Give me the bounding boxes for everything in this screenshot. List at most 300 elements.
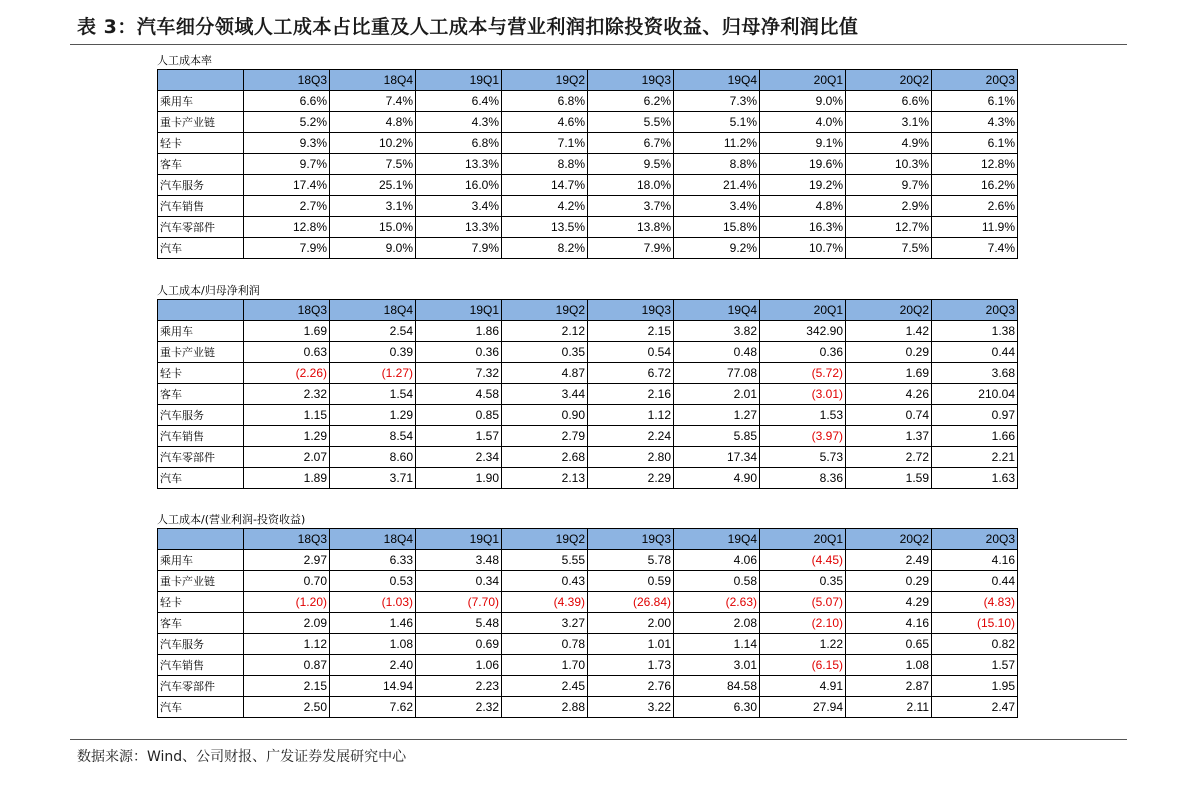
value-cell: 0.36 bbox=[760, 342, 846, 363]
value-cell: 3.4% bbox=[674, 196, 760, 217]
value-cell: 3.71 bbox=[330, 468, 416, 489]
table-row bbox=[158, 634, 1018, 655]
value-cell: 2.29 bbox=[588, 468, 674, 489]
value-cell: 2.34 bbox=[416, 447, 502, 468]
value-cell: 3.1% bbox=[846, 112, 932, 133]
value-cell: 4.91 bbox=[760, 676, 846, 697]
value-cell: 8.60 bbox=[330, 447, 416, 468]
value-cell: 7.3% bbox=[674, 91, 760, 112]
row-label: 汽车零部件 bbox=[158, 676, 244, 697]
corner-cell bbox=[158, 529, 244, 550]
value-cell: (1.20) bbox=[244, 592, 330, 613]
value-cell: 1.08 bbox=[330, 634, 416, 655]
value-cell: 1.15 bbox=[244, 405, 330, 426]
value-cell: 13.3% bbox=[416, 217, 502, 238]
value-cell: 1.59 bbox=[846, 468, 932, 489]
value-cell: 9.7% bbox=[244, 154, 330, 175]
row-label: 轻卡 bbox=[158, 592, 244, 613]
row-label: 重卡产业链 bbox=[158, 342, 244, 363]
row-label: 汽车 bbox=[158, 238, 244, 259]
table-row bbox=[158, 468, 1018, 489]
value-cell: 0.70 bbox=[244, 571, 330, 592]
value-cell: 1.42 bbox=[846, 321, 932, 342]
column-header: 19Q4 bbox=[674, 529, 760, 550]
table-row bbox=[158, 175, 1018, 196]
column-header: 20Q1 bbox=[760, 529, 846, 550]
column-header: 18Q4 bbox=[330, 70, 416, 91]
value-cell: 3.7% bbox=[588, 196, 674, 217]
value-cell: 0.63 bbox=[244, 342, 330, 363]
data-table bbox=[157, 528, 1018, 718]
column-header: 19Q2 bbox=[502, 529, 588, 550]
column-header: 19Q2 bbox=[502, 70, 588, 91]
column-header: 20Q3 bbox=[932, 529, 1018, 550]
header-row bbox=[158, 300, 1018, 321]
value-cell: 1.29 bbox=[244, 426, 330, 447]
value-cell: 2.87 bbox=[846, 676, 932, 697]
value-cell: 0.35 bbox=[760, 571, 846, 592]
value-cell: 1.37 bbox=[846, 426, 932, 447]
value-cell: 5.5% bbox=[588, 112, 674, 133]
row-label: 乘用车 bbox=[158, 321, 244, 342]
row-label: 汽车 bbox=[158, 468, 244, 489]
value-cell: 1.70 bbox=[502, 655, 588, 676]
value-cell: 15.8% bbox=[674, 217, 760, 238]
value-cell: 0.69 bbox=[416, 634, 502, 655]
value-cell: 1.46 bbox=[330, 613, 416, 634]
value-cell: 18.0% bbox=[588, 175, 674, 196]
value-cell: 7.9% bbox=[244, 238, 330, 259]
value-cell: 2.80 bbox=[588, 447, 674, 468]
value-cell: 4.8% bbox=[760, 196, 846, 217]
value-cell: 0.58 bbox=[674, 571, 760, 592]
data-table bbox=[157, 69, 1018, 259]
value-cell: 2.50 bbox=[244, 697, 330, 718]
value-cell: 0.87 bbox=[244, 655, 330, 676]
table-row bbox=[158, 613, 1018, 634]
value-cell: (2.10) bbox=[760, 613, 846, 634]
value-cell: 10.7% bbox=[760, 238, 846, 259]
value-cell: 6.4% bbox=[416, 91, 502, 112]
value-cell: 0.43 bbox=[502, 571, 588, 592]
value-cell: 0.59 bbox=[588, 571, 674, 592]
value-cell: 0.78 bbox=[502, 634, 588, 655]
table-row bbox=[158, 697, 1018, 718]
value-cell: 4.16 bbox=[846, 613, 932, 634]
value-cell: 1.08 bbox=[846, 655, 932, 676]
corner-cell bbox=[158, 300, 244, 321]
value-cell: 4.06 bbox=[674, 550, 760, 571]
value-cell: 0.54 bbox=[588, 342, 674, 363]
column-header: 18Q3 bbox=[244, 529, 330, 550]
value-cell: 14.94 bbox=[330, 676, 416, 697]
value-cell: 6.8% bbox=[502, 91, 588, 112]
value-cell: 2.45 bbox=[502, 676, 588, 697]
value-cell: 11.2% bbox=[674, 133, 760, 154]
value-cell: 2.6% bbox=[932, 196, 1018, 217]
row-label: 重卡产业链 bbox=[158, 571, 244, 592]
value-cell: 6.2% bbox=[588, 91, 674, 112]
value-cell: 4.9% bbox=[846, 133, 932, 154]
value-cell: 5.2% bbox=[244, 112, 330, 133]
value-cell: 0.36 bbox=[416, 342, 502, 363]
table-row bbox=[158, 405, 1018, 426]
value-cell: 2.49 bbox=[846, 550, 932, 571]
column-header: 19Q1 bbox=[416, 529, 502, 550]
value-cell: 4.6% bbox=[502, 112, 588, 133]
table-row bbox=[158, 655, 1018, 676]
table-row bbox=[158, 112, 1018, 133]
value-cell: 2.00 bbox=[588, 613, 674, 634]
value-cell: 2.07 bbox=[244, 447, 330, 468]
value-cell: 0.97 bbox=[932, 405, 1018, 426]
value-cell: 6.6% bbox=[846, 91, 932, 112]
value-cell: 2.54 bbox=[330, 321, 416, 342]
value-cell: (2.63) bbox=[674, 592, 760, 613]
row-label: 汽车零部件 bbox=[158, 217, 244, 238]
value-cell: 1.95 bbox=[932, 676, 1018, 697]
value-cell: 25.1% bbox=[330, 175, 416, 196]
value-cell: 6.1% bbox=[932, 133, 1018, 154]
value-cell: 0.35 bbox=[502, 342, 588, 363]
value-cell: 4.29 bbox=[846, 592, 932, 613]
value-cell: 4.90 bbox=[674, 468, 760, 489]
value-cell: 2.08 bbox=[674, 613, 760, 634]
column-header: 18Q3 bbox=[244, 300, 330, 321]
value-cell: 8.8% bbox=[502, 154, 588, 175]
value-cell: 1.89 bbox=[244, 468, 330, 489]
table-row bbox=[158, 196, 1018, 217]
row-label: 汽车销售 bbox=[158, 196, 244, 217]
column-header: 18Q4 bbox=[330, 529, 416, 550]
row-label: 汽车 bbox=[158, 697, 244, 718]
column-header: 19Q4 bbox=[674, 300, 760, 321]
value-cell: 17.4% bbox=[244, 175, 330, 196]
value-cell: 2.11 bbox=[846, 697, 932, 718]
value-cell: 1.38 bbox=[932, 321, 1018, 342]
header-row bbox=[158, 529, 1018, 550]
value-cell: 2.16 bbox=[588, 384, 674, 405]
table-row bbox=[158, 550, 1018, 571]
value-cell: 2.13 bbox=[502, 468, 588, 489]
value-cell: (7.70) bbox=[416, 592, 502, 613]
table-row bbox=[158, 154, 1018, 175]
value-cell: 7.4% bbox=[330, 91, 416, 112]
value-cell: 0.82 bbox=[932, 634, 1018, 655]
value-cell: 1.86 bbox=[416, 321, 502, 342]
value-cell: 9.1% bbox=[760, 133, 846, 154]
value-cell: 2.32 bbox=[416, 697, 502, 718]
value-cell: 2.12 bbox=[502, 321, 588, 342]
value-cell: 0.85 bbox=[416, 405, 502, 426]
page-title: 表 3：汽车细分领域人工成本占比重及人工成本与营业利润扣除投资收益、归母净利润比值 bbox=[77, 16, 859, 38]
row-label: 汽车服务 bbox=[158, 634, 244, 655]
table-row bbox=[158, 571, 1018, 592]
value-cell: 9.5% bbox=[588, 154, 674, 175]
value-cell: 7.1% bbox=[502, 133, 588, 154]
row-label: 汽车销售 bbox=[158, 655, 244, 676]
column-header: 19Q3 bbox=[588, 70, 674, 91]
value-cell: 4.3% bbox=[416, 112, 502, 133]
value-cell: (3.97) bbox=[760, 426, 846, 447]
value-cell: 9.7% bbox=[846, 175, 932, 196]
value-cell: 1.54 bbox=[330, 384, 416, 405]
column-header: 18Q3 bbox=[244, 70, 330, 91]
value-cell: 7.9% bbox=[588, 238, 674, 259]
value-cell: 5.55 bbox=[502, 550, 588, 571]
value-cell: (15.10) bbox=[932, 613, 1018, 634]
value-cell: (5.72) bbox=[760, 363, 846, 384]
value-cell: 10.3% bbox=[846, 154, 932, 175]
value-cell: 9.0% bbox=[330, 238, 416, 259]
value-cell: 1.12 bbox=[244, 634, 330, 655]
value-cell: 7.5% bbox=[846, 238, 932, 259]
value-cell: 5.78 bbox=[588, 550, 674, 571]
value-cell: 8.36 bbox=[760, 468, 846, 489]
value-cell: 4.8% bbox=[330, 112, 416, 133]
value-cell: 4.87 bbox=[502, 363, 588, 384]
value-cell: 3.82 bbox=[674, 321, 760, 342]
value-cell: 7.32 bbox=[416, 363, 502, 384]
table-section-labor-cost-operating-profit bbox=[157, 512, 1018, 718]
value-cell: 2.72 bbox=[846, 447, 932, 468]
value-cell: 27.94 bbox=[760, 697, 846, 718]
value-cell: (1.03) bbox=[330, 592, 416, 613]
column-header: 20Q2 bbox=[846, 300, 932, 321]
value-cell: 15.0% bbox=[330, 217, 416, 238]
column-header: 20Q2 bbox=[846, 529, 932, 550]
value-cell: 2.76 bbox=[588, 676, 674, 697]
value-cell: 1.69 bbox=[846, 363, 932, 384]
column-header: 20Q3 bbox=[932, 70, 1018, 91]
table-row bbox=[158, 133, 1018, 154]
table-caption: 人工成本率 bbox=[157, 54, 212, 67]
value-cell: 4.0% bbox=[760, 112, 846, 133]
value-cell: 6.72 bbox=[588, 363, 674, 384]
value-cell: 1.57 bbox=[416, 426, 502, 447]
value-cell: 0.44 bbox=[932, 342, 1018, 363]
row-label: 汽车销售 bbox=[158, 426, 244, 447]
value-cell: 2.21 bbox=[932, 447, 1018, 468]
value-cell: 1.12 bbox=[588, 405, 674, 426]
column-header: 19Q4 bbox=[674, 70, 760, 91]
value-cell: 1.73 bbox=[588, 655, 674, 676]
value-cell: 0.29 bbox=[846, 342, 932, 363]
value-cell: 1.29 bbox=[330, 405, 416, 426]
row-label: 客车 bbox=[158, 154, 244, 175]
value-cell: 7.5% bbox=[330, 154, 416, 175]
value-cell: 2.9% bbox=[846, 196, 932, 217]
value-cell: 5.48 bbox=[416, 613, 502, 634]
value-cell: 3.27 bbox=[502, 613, 588, 634]
value-cell: 2.47 bbox=[932, 697, 1018, 718]
value-cell: 2.09 bbox=[244, 613, 330, 634]
value-cell: 13.5% bbox=[502, 217, 588, 238]
value-cell: 1.63 bbox=[932, 468, 1018, 489]
value-cell: 2.15 bbox=[244, 676, 330, 697]
table-caption: 人工成本/归母净利润 bbox=[157, 284, 260, 297]
value-cell: 4.26 bbox=[846, 384, 932, 405]
value-cell: (4.39) bbox=[502, 592, 588, 613]
value-cell: (6.15) bbox=[760, 655, 846, 676]
table-row bbox=[158, 592, 1018, 613]
value-cell: (4.45) bbox=[760, 550, 846, 571]
table-caption: 人工成本/(营业利润-投资收益) bbox=[157, 513, 306, 526]
column-header: 18Q4 bbox=[330, 300, 416, 321]
value-cell: 13.8% bbox=[588, 217, 674, 238]
value-cell: 2.24 bbox=[588, 426, 674, 447]
column-header: 20Q1 bbox=[760, 300, 846, 321]
value-cell: 6.33 bbox=[330, 550, 416, 571]
column-header: 20Q3 bbox=[932, 300, 1018, 321]
value-cell: 1.22 bbox=[760, 634, 846, 655]
column-header: 19Q2 bbox=[502, 300, 588, 321]
bottom-divider bbox=[70, 739, 1127, 740]
row-label: 汽车服务 bbox=[158, 405, 244, 426]
value-cell: 4.16 bbox=[932, 550, 1018, 571]
value-cell: 2.40 bbox=[330, 655, 416, 676]
top-divider bbox=[70, 44, 1127, 45]
value-cell: (4.83) bbox=[932, 592, 1018, 613]
value-cell: 21.4% bbox=[674, 175, 760, 196]
value-cell: 2.88 bbox=[502, 697, 588, 718]
value-cell: 210.04 bbox=[932, 384, 1018, 405]
value-cell: 7.4% bbox=[932, 238, 1018, 259]
value-cell: 11.9% bbox=[932, 217, 1018, 238]
column-header: 20Q2 bbox=[846, 70, 932, 91]
table-row bbox=[158, 676, 1018, 697]
value-cell: 13.3% bbox=[416, 154, 502, 175]
value-cell: 1.53 bbox=[760, 405, 846, 426]
value-cell: 8.54 bbox=[330, 426, 416, 447]
value-cell: 2.97 bbox=[244, 550, 330, 571]
value-cell: 6.7% bbox=[588, 133, 674, 154]
value-cell: 2.23 bbox=[416, 676, 502, 697]
value-cell: 2.01 bbox=[674, 384, 760, 405]
value-cell: 9.2% bbox=[674, 238, 760, 259]
value-cell: 0.44 bbox=[932, 571, 1018, 592]
row-label: 重卡产业链 bbox=[158, 112, 244, 133]
value-cell: 12.8% bbox=[244, 217, 330, 238]
value-cell: 77.08 bbox=[674, 363, 760, 384]
value-cell: 3.48 bbox=[416, 550, 502, 571]
column-header: 19Q3 bbox=[588, 300, 674, 321]
value-cell: 6.6% bbox=[244, 91, 330, 112]
table-row bbox=[158, 217, 1018, 238]
value-cell: 0.29 bbox=[846, 571, 932, 592]
row-label: 客车 bbox=[158, 613, 244, 634]
value-cell: 0.65 bbox=[846, 634, 932, 655]
column-header: 19Q3 bbox=[588, 529, 674, 550]
value-cell: 2.15 bbox=[588, 321, 674, 342]
table-row bbox=[158, 447, 1018, 468]
value-cell: 1.14 bbox=[674, 634, 760, 655]
table-row bbox=[158, 321, 1018, 342]
value-cell: 3.44 bbox=[502, 384, 588, 405]
row-label: 轻卡 bbox=[158, 363, 244, 384]
row-label: 汽车零部件 bbox=[158, 447, 244, 468]
value-cell: 16.2% bbox=[932, 175, 1018, 196]
value-cell: 2.32 bbox=[244, 384, 330, 405]
column-header: 19Q1 bbox=[416, 300, 502, 321]
value-cell: 17.34 bbox=[674, 447, 760, 468]
value-cell: 9.3% bbox=[244, 133, 330, 154]
value-cell: 1.66 bbox=[932, 426, 1018, 447]
value-cell: 5.1% bbox=[674, 112, 760, 133]
value-cell: 12.7% bbox=[846, 217, 932, 238]
value-cell: 14.7% bbox=[502, 175, 588, 196]
value-cell: 342.90 bbox=[760, 321, 846, 342]
value-cell: 0.74 bbox=[846, 405, 932, 426]
value-cell: 1.90 bbox=[416, 468, 502, 489]
value-cell: 5.85 bbox=[674, 426, 760, 447]
value-cell: 0.34 bbox=[416, 571, 502, 592]
value-cell: 2.68 bbox=[502, 447, 588, 468]
value-cell: 1.69 bbox=[244, 321, 330, 342]
value-cell: 4.2% bbox=[502, 196, 588, 217]
value-cell: 0.53 bbox=[330, 571, 416, 592]
row-label: 轻卡 bbox=[158, 133, 244, 154]
value-cell: 16.3% bbox=[760, 217, 846, 238]
value-cell: 4.3% bbox=[932, 112, 1018, 133]
table-row bbox=[158, 91, 1018, 112]
value-cell: 84.58 bbox=[674, 676, 760, 697]
value-cell: (3.01) bbox=[760, 384, 846, 405]
value-cell: 1.57 bbox=[932, 655, 1018, 676]
value-cell: 1.01 bbox=[588, 634, 674, 655]
value-cell: 6.1% bbox=[932, 91, 1018, 112]
row-label: 汽车服务 bbox=[158, 175, 244, 196]
value-cell: 7.9% bbox=[416, 238, 502, 259]
value-cell: 1.06 bbox=[416, 655, 502, 676]
table-row bbox=[158, 238, 1018, 259]
value-cell: (5.07) bbox=[760, 592, 846, 613]
value-cell: 8.2% bbox=[502, 238, 588, 259]
value-cell: 1.27 bbox=[674, 405, 760, 426]
value-cell: 3.01 bbox=[674, 655, 760, 676]
source-note: 数据来源：Wind、公司财报、广发证券发展研究中心 bbox=[77, 749, 407, 765]
value-cell: 8.8% bbox=[674, 154, 760, 175]
value-cell: 3.22 bbox=[588, 697, 674, 718]
value-cell: 19.6% bbox=[760, 154, 846, 175]
column-header: 19Q1 bbox=[416, 70, 502, 91]
table-row bbox=[158, 426, 1018, 447]
row-label: 乘用车 bbox=[158, 91, 244, 112]
value-cell: (1.27) bbox=[330, 363, 416, 384]
column-header: 20Q1 bbox=[760, 70, 846, 91]
value-cell: 7.62 bbox=[330, 697, 416, 718]
table-section-labor-cost-net-profit bbox=[157, 283, 1018, 489]
value-cell: 9.0% bbox=[760, 91, 846, 112]
value-cell: 6.30 bbox=[674, 697, 760, 718]
value-cell: 6.8% bbox=[416, 133, 502, 154]
value-cell: 3.4% bbox=[416, 196, 502, 217]
value-cell: (26.84) bbox=[588, 592, 674, 613]
value-cell: 0.48 bbox=[674, 342, 760, 363]
data-table bbox=[157, 299, 1018, 489]
value-cell: 19.2% bbox=[760, 175, 846, 196]
table-row bbox=[158, 363, 1018, 384]
value-cell: 3.68 bbox=[932, 363, 1018, 384]
value-cell: 10.2% bbox=[330, 133, 416, 154]
value-cell: 16.0% bbox=[416, 175, 502, 196]
table-section-labor-cost-rate bbox=[157, 53, 1018, 259]
value-cell: 4.58 bbox=[416, 384, 502, 405]
value-cell: 5.73 bbox=[760, 447, 846, 468]
value-cell: 12.8% bbox=[932, 154, 1018, 175]
value-cell: 2.79 bbox=[502, 426, 588, 447]
table-row bbox=[158, 342, 1018, 363]
